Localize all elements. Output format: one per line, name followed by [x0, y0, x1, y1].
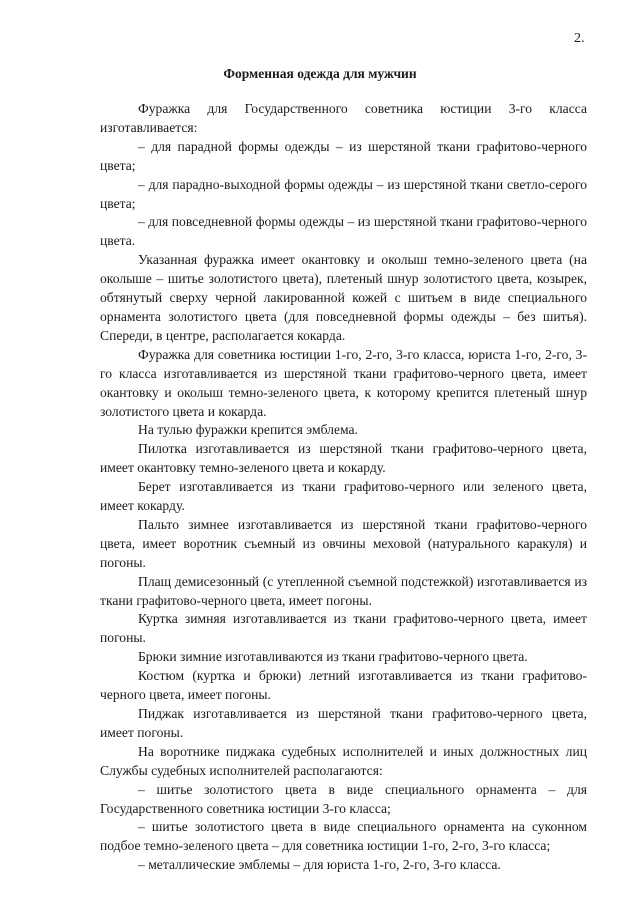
paragraph: Костюм (куртка и брюки) летний изготавливается из ткани графитово-черного цвета, имеет погоны.	[100, 668, 587, 703]
paragraph: Пиджак изготавливается из шерстяной ткани графитово-черного цвета, имеет погоны.	[100, 706, 587, 740]
page-title: Форменная одежда для мужчин	[223, 66, 417, 81]
paragraph: – металлические эмблемы – для юриста 1-го, 2-го, 3-го класса.	[138, 857, 501, 873]
paragraph: – для повседневной формы одежды – из шерстяной ткани графитово-черного цвета.	[100, 214, 587, 249]
paragraph: – для парадно-выходной формы одежды – из шерстяной ткани светло-серого цвета;	[100, 176, 587, 211]
paragraph: Плащ демисезонный (с утепленной съемной подстежкой) изготавливается из ткани графитово-черного цвета, имеет погоны.	[100, 573, 587, 608]
document-body	[100, 100, 587, 875]
paragraph: – шитье золотистого цвета в виде специального орнамента – для Государственного советника юстиции 3-го класса;	[100, 781, 587, 816]
paragraph: – шитье золотистого цвета в виде специального орнамента на суконном подбое темно-зеленого цвета – для советника юстиции 1-го, 2-го, 3-го класса;	[100, 819, 587, 854]
paragraph: Куртка зимняя изготавливается из ткани графитово-черного цвета, имеет погоны.	[100, 611, 587, 646]
paragraph: Берет изготавливается из ткани графитово-черного или зеленого цвета, имеет кокарду.	[100, 479, 587, 514]
paragraph: Пилотка изготавливается из шерстяной ткани графитово-черного цвета, имеет окантовку темно-зеленого цвета и кокарду.	[100, 441, 587, 476]
paragraph: Пальто зимнее изготавливается из шерстяной ткани графитово-черного цвета, имеет воротник съемный из овчины меховой (натурального каракуля) и погоны.	[100, 516, 587, 570]
paragraph: Указанная фуражка имеет окантовку и околыш темно-зеленого цвета (на околыше – шитье золотистого цвета), плетеный шнур золотистого цвета, козырек, обтянутый сверху черной лакированной кожей с шитьем в виде специального орнамента золотистого цвета (для повседневной формы одежды – без шитья). Спереди, в центре, располагается кокарда.	[100, 252, 587, 343]
page-number: 2.	[574, 31, 585, 46]
paragraph: На воротнике пиджака судебных исполнителей и иных должностных лиц Службы судебных исполнителей располагаются:	[100, 743, 587, 778]
paragraph: На тулью фуражки крепится эмблема.	[138, 422, 358, 438]
paragraph: – для парадной формы одежды – из шерстяной ткани графитово-черного цвета;	[100, 138, 587, 173]
paragraph: Фуражка для Государственного советника юстиции 3-го класса изготавливается:	[100, 101, 587, 135]
paragraph: Брюки зимние изготавливаются из ткани графитово-черного цвета.	[138, 649, 528, 665]
paragraph: Фуражка для советника юстиции 1-го, 2-го, 3-го класса, юриста 1-го, 2-го, 3-го класса изготавливается из шерстяной ткани графитово-черного цвета, имеет окантовку и околыш темно-зеленого цвета, к которому крепится плетеный шнур золотистого цвета и кокарда.	[100, 346, 587, 419]
